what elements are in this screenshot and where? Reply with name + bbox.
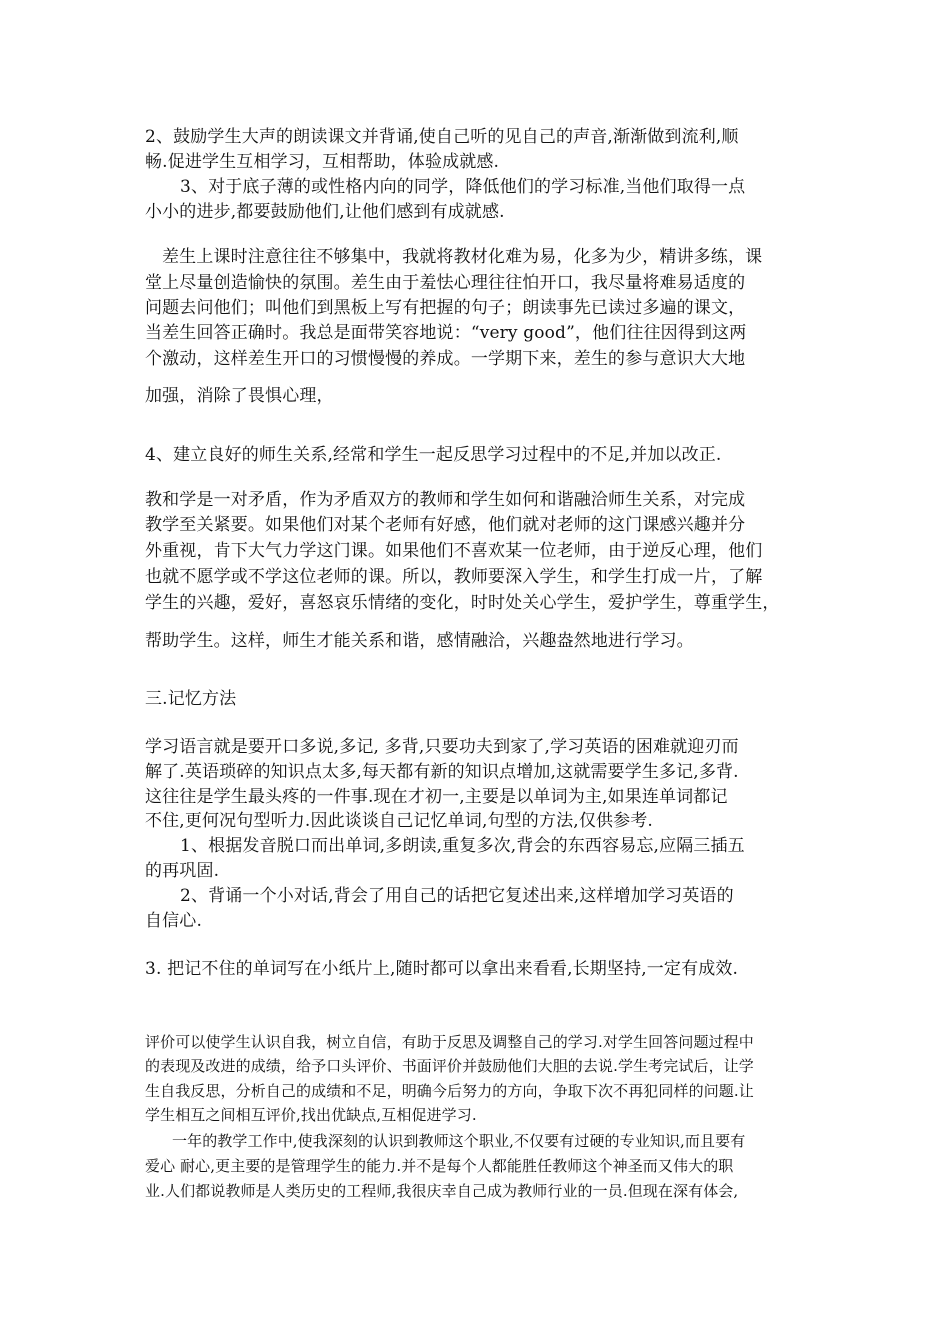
relationship-line-3: 外重视，肯下大气力学这门课。如果他们不喜欢某一位老师，由于逆反心理，他们	[145, 541, 763, 561]
relationship-line-2: 教学至关紧要。如果他们对某个老师有好感，他们就对老师的这门课感兴趣并分	[145, 515, 746, 535]
relationship-line-6: 帮助学生。这样，师生才能关系和谐，感情融洽，兴趣盎然地进行学习。	[145, 631, 694, 651]
encourage-item-3-line-1: 3、对于底子薄的或性格内向的同学，降低他们的学习标准,当他们取得一点	[180, 177, 746, 197]
memory-item-3: 3. 把记不住的单词写在小纸片上,随时都可以拿出来看看,长期坚持,一定有成效.	[145, 959, 739, 979]
encourage-item-2-line-1: 2、鼓励学生大声的朗读课文并背诵,使自己听的见自己的声音,渐渐做到流利,顺	[145, 127, 739, 147]
evaluation-line-4: 学生相互之间相互评价,找出优缺点,互相促进学习.	[145, 1106, 477, 1124]
evaluation-line-1: 评价可以使学生认识自我，树立自信，有助于反思及调整自己的学习.对学生回答问题过程中	[145, 1033, 754, 1051]
reflection-line-2: 爱心 耐心,更主要的是管理学生的能力.并不是每个人都能胜任教师这个神圣而又伟大的职	[145, 1157, 734, 1175]
evaluation-line-3: 生自我反思，分析自己的成绩和不足，明确今后努力的方向，争取下次不再犯同样的问题.让	[145, 1082, 754, 1100]
memory-line-3: 这往往是学生最头疼的一件事.现在才初一,主要是以单词为主,如果连单词都记	[145, 787, 728, 807]
memory-line-4: 不住,更何况句型听力.因此谈谈自己记忆单词,句型的方法,仅供参考.	[145, 811, 653, 831]
memory-item-1-line-1: 1、根据发音脱口而出单词,多朗读,重复多次,背会的东西容易忘,应隔三插五	[180, 836, 745, 856]
memory-line-1: 学习语言就是要开口多说,多记, 多背,只要功夫到家了,学习英语的困难就迎刃而	[145, 737, 739, 757]
relationship-line-1: 教和学是一对矛盾，作为矛盾双方的教师和学生如何和谐融洽师生关系，对完成	[145, 490, 746, 510]
weak-students-line-1: 差生上课时注意往往不够集中，我就将教材化难为易，化多为少，精讲多练，课	[162, 247, 763, 267]
weak-students-line-2: 堂上尽量创造愉快的氛围。差生由于羞怯心理往往怕开口，我尽量将难易适度的	[145, 273, 746, 293]
relationship-line-4: 也就不愿学或不学这位老师的课。所以，教师要深入学生，和学生打成一片，了解	[145, 567, 763, 587]
memory-item-2-line-2: 自信心.	[145, 911, 203, 931]
memory-item-1-line-2: 的再巩固.	[145, 861, 220, 881]
weak-students-line-3: 问题去问他们；叫他们到黑板上写有把握的句子；朗读事先已读过多遍的课文，	[145, 298, 746, 318]
reflection-line-1: 一年的教学工作中,使我深刻的认识到教师这个职业,不仅要有过硬的专业知识,而且要有	[172, 1132, 746, 1150]
memory-item-2-line-1: 2、背诵一个小对话,背会了用自己的话把它复述出来,这样增加学习英语的	[180, 886, 734, 906]
memory-line-2: 解了.英语琐碎的知识点太多,每天都有新的知识点增加,这就需要学生多记,多背.	[145, 762, 739, 782]
weak-students-line-5: 个激动，这样差生开口的习惯慢慢的养成。一学期下来，差生的参与意识大大地	[145, 349, 746, 369]
encourage-item-3-line-2: 小小的进步,都要鼓励他们,让他们感到有成就感.	[145, 202, 505, 222]
relationship-item-4: 4、建立良好的师生关系,经常和学生一起反思学习过程中的不足,并加以改正.	[145, 445, 722, 465]
evaluation-line-2: 的表现及改进的成绩，给予口头评价、书面评价并鼓励他们大胆的去说.学生考完试后，让学	[145, 1057, 754, 1075]
encourage-item-2-line-2: 畅.促进学生互相学习，互相帮助，体验成就感.	[145, 152, 500, 172]
weak-students-line-4: 当差生回答正确时。我总是面带笑容地说：“very good”，他们往往因得到这两	[145, 323, 747, 343]
reflection-line-3: 业.人们都说教师是人类历史的工程师,我很庆幸自己成为教师行业的一员.但现在深有体会,	[145, 1182, 739, 1200]
weak-students-line-6: 加强，消除了畏惧心理，	[145, 386, 334, 406]
relationship-line-5: 学生的兴趣，爱好，喜怒哀乐情绪的变化，时时处关心学生，爱护学生，尊重学生，	[145, 593, 780, 613]
memory-heading: 三.记忆方法	[145, 689, 237, 709]
